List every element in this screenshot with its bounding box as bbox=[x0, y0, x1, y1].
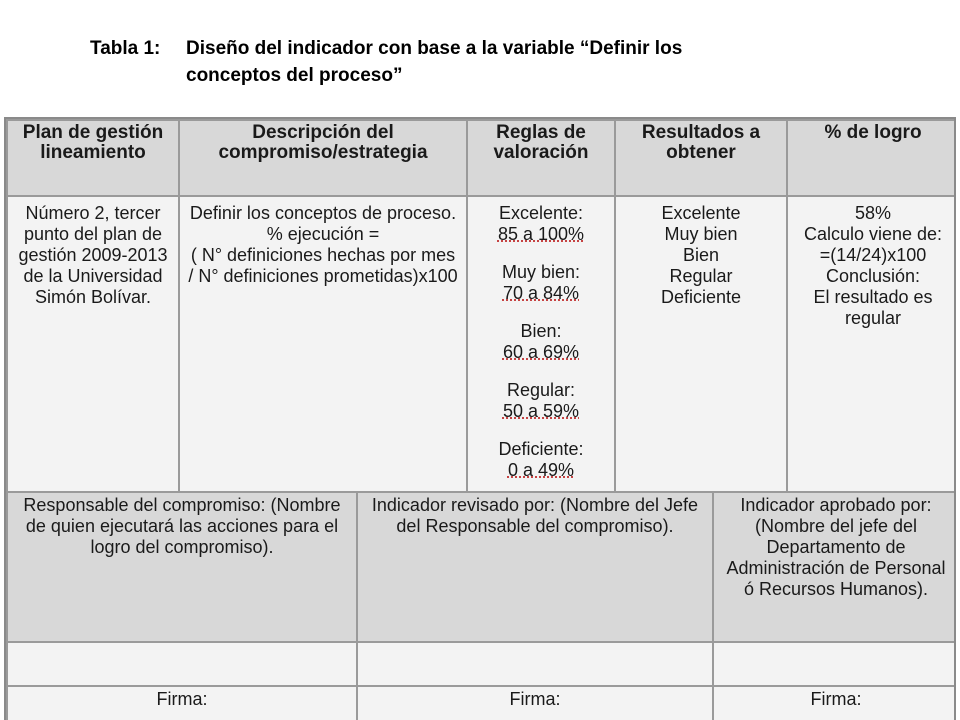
rule-range: 50 a 59% bbox=[502, 401, 580, 421]
responsibility-row bbox=[7, 492, 956, 642]
blank-cell bbox=[357, 642, 713, 686]
cell-logro: 58% Calculo viene de: =(14/24)x100 Conclusión: El resultado es regular bbox=[787, 196, 956, 499]
cell-revisado: Indicador revisado por: (Nombre del Jefe del Responsable del compromiso). bbox=[357, 492, 713, 642]
resultado-item: Deficiente bbox=[660, 287, 742, 307]
cell-plan: Número 2, tercer punto del plan de gestión 2009-2013 de la Universidad Simón Bolívar. bbox=[7, 196, 179, 499]
cell-reglas bbox=[467, 196, 615, 499]
indicator-table-frame bbox=[4, 117, 956, 720]
rule-regular bbox=[474, 380, 608, 422]
signature-table bbox=[6, 491, 956, 720]
rule-range: 70 a 84% bbox=[502, 283, 580, 303]
table-caption bbox=[90, 35, 890, 89]
rule-label: Regular: bbox=[506, 380, 576, 400]
indicator-table bbox=[6, 119, 956, 500]
firma-row bbox=[7, 686, 956, 720]
resultado-item: Regular bbox=[669, 266, 733, 286]
rule-deficiente bbox=[474, 439, 608, 481]
rule-range: 85 a 100% bbox=[497, 224, 585, 244]
rule-range: 60 a 69% bbox=[502, 342, 580, 362]
caption-title-line1: Diseño del indicador con base a la variable “Definir los bbox=[186, 38, 683, 59]
cell-resultados bbox=[615, 196, 787, 499]
firma-responsable: Firma: bbox=[7, 686, 357, 720]
header-descripcion: Descripción del compromiso/estrategia bbox=[179, 120, 467, 196]
caption-title-line2: conceptos del proceso” bbox=[186, 65, 403, 86]
firma-revisado: Firma: bbox=[357, 686, 713, 720]
rule-label: Bien: bbox=[520, 321, 562, 341]
blank-cell bbox=[7, 642, 357, 686]
caption-label: Tabla 1: bbox=[90, 38, 161, 59]
resultado-item: Muy bien bbox=[664, 224, 738, 244]
header-row bbox=[7, 120, 956, 196]
rule-label: Deficiente: bbox=[498, 439, 584, 459]
rule-label: Excelente: bbox=[498, 203, 584, 223]
header-resultados: Resultados a obtener bbox=[615, 120, 787, 196]
header-reglas: Reglas de valoración bbox=[467, 120, 615, 196]
resultado-item: Bien bbox=[682, 245, 720, 265]
rule-excelente bbox=[474, 203, 608, 245]
cell-aprobado: Indicador aprobado por: (Nombre del jefe del Departamento de Administración de Personal ó Recursos Humanos). bbox=[713, 492, 956, 642]
rule-range: 0 a 49% bbox=[507, 460, 575, 480]
firma-aprobado: Firma: bbox=[713, 686, 956, 720]
header-plan: Plan de gestión lineamiento bbox=[7, 120, 179, 196]
rule-bien bbox=[474, 321, 608, 363]
header-logro: % de logro bbox=[787, 120, 956, 196]
rule-label: Muy bien: bbox=[501, 262, 581, 282]
blank-row bbox=[7, 642, 956, 686]
rule-muy-bien bbox=[474, 262, 608, 304]
resultado-item: Excelente bbox=[661, 203, 741, 223]
blank-cell bbox=[713, 642, 956, 686]
cell-responsable: Responsable del compromiso: (Nombre de quien ejecutará las acciones para el logro del compromiso). bbox=[7, 492, 357, 642]
content-row bbox=[7, 196, 956, 499]
cell-descripcion: Definir los conceptos de proceso. % ejecución = ( N° definiciones hechas por mes / N° definiciones prometidas)x100 bbox=[179, 196, 467, 499]
